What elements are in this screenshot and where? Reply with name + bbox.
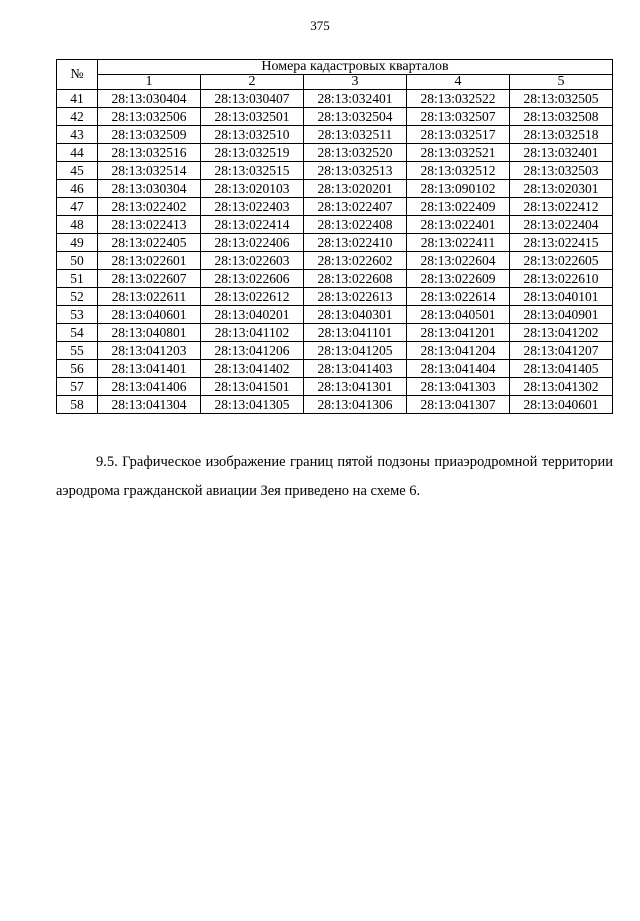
cadastral-number-cell: 28:13:041307 xyxy=(407,396,510,414)
row-number-cell: 48 xyxy=(57,216,98,234)
cadastral-number-cell: 28:13:022610 xyxy=(510,270,613,288)
cadastral-number-cell: 28:13:032506 xyxy=(98,108,201,126)
cadastral-number-cell: 28:13:022609 xyxy=(407,270,510,288)
cadastral-number-cell: 28:13:032517 xyxy=(407,126,510,144)
cadastral-number-cell: 28:13:022614 xyxy=(407,288,510,306)
cadastral-number-cell: 28:13:032513 xyxy=(304,162,407,180)
table-row xyxy=(57,126,613,144)
row-number-cell: 52 xyxy=(57,288,98,306)
table-subheader-row xyxy=(57,75,613,90)
cadastral-number-cell: 28:13:041204 xyxy=(407,342,510,360)
cadastral-number-cell: 28:13:030407 xyxy=(201,90,304,108)
cadastral-number-cell: 28:13:032509 xyxy=(98,126,201,144)
cadastral-number-cell: 28:13:020301 xyxy=(510,180,613,198)
cadastral-number-cell: 28:13:041301 xyxy=(304,378,407,396)
cadastral-number-cell: 28:13:030304 xyxy=(98,180,201,198)
cadastral-number-cell: 28:13:041306 xyxy=(304,396,407,414)
row-number-cell: 53 xyxy=(57,306,98,324)
cadastral-number-cell: 28:13:022413 xyxy=(98,216,201,234)
cadastral-number-cell: 28:13:041101 xyxy=(304,324,407,342)
cadastral-number-cell: 28:13:022405 xyxy=(98,234,201,252)
cadastral-number-cell: 28:13:022412 xyxy=(510,198,613,216)
cadastral-number-cell: 28:13:032514 xyxy=(98,162,201,180)
table-row xyxy=(57,342,613,360)
cadastral-number-cell: 28:13:041201 xyxy=(407,324,510,342)
row-number-cell: 58 xyxy=(57,396,98,414)
cadastral-number-cell: 28:13:090102 xyxy=(407,180,510,198)
table-row xyxy=(57,234,613,252)
cadastral-number-cell: 28:13:041303 xyxy=(407,378,510,396)
cadastral-number-cell: 28:13:041207 xyxy=(510,342,613,360)
cadastral-number-cell: 28:13:032401 xyxy=(510,144,613,162)
table-body xyxy=(57,90,613,414)
cadastral-number-cell: 28:13:041202 xyxy=(510,324,613,342)
cadastral-number-cell: 28:13:022602 xyxy=(304,252,407,270)
cadastral-number-cell: 28:13:022611 xyxy=(98,288,201,306)
table-row xyxy=(57,396,613,414)
page-number: 375 xyxy=(310,18,330,33)
cadastral-number-cell: 28:13:032511 xyxy=(304,126,407,144)
cadastral-number-cell: 28:13:040601 xyxy=(98,306,201,324)
column-header: 5 xyxy=(510,75,613,90)
cadastral-number-cell: 28:13:032516 xyxy=(98,144,201,162)
cadastral-number-cell: 28:13:022410 xyxy=(304,234,407,252)
row-number-cell: 51 xyxy=(57,270,98,288)
cadastral-number-cell: 28:13:032518 xyxy=(510,126,613,144)
cadastral-number-cell: 28:13:022403 xyxy=(201,198,304,216)
cadastral-number-cell: 28:13:041206 xyxy=(201,342,304,360)
row-number-cell: 44 xyxy=(57,144,98,162)
cadastral-number-cell: 28:13:030404 xyxy=(98,90,201,108)
table-row xyxy=(57,306,613,324)
cadastral-number-cell: 28:13:032512 xyxy=(407,162,510,180)
cadastral-number-cell: 28:13:032515 xyxy=(201,162,304,180)
cadastral-number-cell: 28:13:022607 xyxy=(98,270,201,288)
cadastral-number-cell: 28:13:041302 xyxy=(510,378,613,396)
cadastral-number-cell: 28:13:022604 xyxy=(407,252,510,270)
cadastral-number-cell: 28:13:032519 xyxy=(201,144,304,162)
cadastral-number-cell: 28:13:041404 xyxy=(407,360,510,378)
cadastral-number-cell: 28:13:022408 xyxy=(304,216,407,234)
table-row xyxy=(57,90,613,108)
table-row xyxy=(57,270,613,288)
cadastral-number-cell: 28:13:022401 xyxy=(407,216,510,234)
cadastral-number-cell: 28:13:022404 xyxy=(510,216,613,234)
row-number-cell: 41 xyxy=(57,90,98,108)
cadastral-number-cell: 28:13:032504 xyxy=(304,108,407,126)
row-number-cell: 45 xyxy=(57,162,98,180)
cadastral-number-cell: 28:13:032505 xyxy=(510,90,613,108)
cadastral-number-cell: 28:13:041501 xyxy=(201,378,304,396)
cadastral-number-cell: 28:13:041304 xyxy=(98,396,201,414)
cadastral-number-cell: 28:13:041205 xyxy=(304,342,407,360)
cadastral-number-cell: 28:13:032520 xyxy=(304,144,407,162)
table-header-row xyxy=(57,60,613,75)
cadastral-number-cell: 28:13:022612 xyxy=(201,288,304,306)
cadastral-number-cell: 28:13:022613 xyxy=(304,288,407,306)
table-row xyxy=(57,216,613,234)
row-number-cell: 46 xyxy=(57,180,98,198)
cadastral-number-cell: 28:13:032401 xyxy=(304,90,407,108)
column-header: 4 xyxy=(407,75,510,90)
table-row xyxy=(57,108,613,126)
cadastral-number-cell: 28:13:040801 xyxy=(98,324,201,342)
cadastral-number-cell: 28:13:032508 xyxy=(510,108,613,126)
column-header: 1 xyxy=(98,75,201,90)
cadastral-number-cell: 28:13:022603 xyxy=(201,252,304,270)
paragraph-text: 9.5. Графическое изображение границ пятой подзоны приаэродромной территории аэродрома гражданской авиации Зея приведено на схеме 6. xyxy=(56,454,613,499)
cadastral-number-cell: 28:13:022414 xyxy=(201,216,304,234)
cadastral-number-cell: 28:13:022411 xyxy=(407,234,510,252)
section-paragraph xyxy=(56,448,613,506)
cadastral-number-cell: 28:13:032521 xyxy=(407,144,510,162)
cadastral-number-cell: 28:13:041405 xyxy=(510,360,613,378)
cadastral-quarters-table xyxy=(56,59,613,414)
cadastral-number-cell: 28:13:022402 xyxy=(98,198,201,216)
cadastral-number-cell: 28:13:020103 xyxy=(201,180,304,198)
cadastral-number-cell: 28:13:022608 xyxy=(304,270,407,288)
cadastral-number-cell: 28:13:022606 xyxy=(201,270,304,288)
row-number-cell: 50 xyxy=(57,252,98,270)
cadastral-number-cell: 28:13:040901 xyxy=(510,306,613,324)
row-number-cell: 56 xyxy=(57,360,98,378)
cadastral-number-cell: 28:13:041102 xyxy=(201,324,304,342)
cadastral-number-cell: 28:13:022601 xyxy=(98,252,201,270)
cadastral-number-cell: 28:13:040501 xyxy=(407,306,510,324)
cadastral-number-cell: 28:13:040101 xyxy=(510,288,613,306)
row-number-cell: 57 xyxy=(57,378,98,396)
cadastral-number-cell: 28:13:022415 xyxy=(510,234,613,252)
cadastral-number-cell: 28:13:020201 xyxy=(304,180,407,198)
cadastral-number-cell: 28:13:040601 xyxy=(510,396,613,414)
table-row xyxy=(57,324,613,342)
cadastral-number-cell: 28:13:022409 xyxy=(407,198,510,216)
table-row xyxy=(57,252,613,270)
group-header: Номера кадастровых кварталов xyxy=(98,60,613,75)
cadastral-number-cell: 28:13:032522 xyxy=(407,90,510,108)
cadastral-number-cell: 28:13:041406 xyxy=(98,378,201,396)
table-row xyxy=(57,288,613,306)
row-number-cell: 54 xyxy=(57,324,98,342)
column-header: 3 xyxy=(304,75,407,90)
row-number-cell: 47 xyxy=(57,198,98,216)
row-number-cell: 42 xyxy=(57,108,98,126)
cadastral-number-cell: 28:13:022407 xyxy=(304,198,407,216)
cadastral-number-cell: 28:13:040301 xyxy=(304,306,407,324)
row-number-cell: 55 xyxy=(57,342,98,360)
cadastral-number-cell: 28:13:022406 xyxy=(201,234,304,252)
cadastral-number-cell: 28:13:022605 xyxy=(510,252,613,270)
row-number-cell: 43 xyxy=(57,126,98,144)
table-row xyxy=(57,360,613,378)
cadastral-number-cell: 28:13:041401 xyxy=(98,360,201,378)
table-row xyxy=(57,162,613,180)
table-row xyxy=(57,198,613,216)
cadastral-number-cell: 28:13:041403 xyxy=(304,360,407,378)
cadastral-number-cell: 28:13:032501 xyxy=(201,108,304,126)
cadastral-number-cell: 28:13:032510 xyxy=(201,126,304,144)
cadastral-number-cell: 28:13:032503 xyxy=(510,162,613,180)
cadastral-number-cell: 28:13:032507 xyxy=(407,108,510,126)
row-number-cell: 49 xyxy=(57,234,98,252)
column-header: 2 xyxy=(201,75,304,90)
table-row xyxy=(57,180,613,198)
row-number-header: № xyxy=(57,60,98,90)
cadastral-number-cell: 28:13:040201 xyxy=(201,306,304,324)
table-row xyxy=(57,378,613,396)
cadastral-number-cell: 28:13:041402 xyxy=(201,360,304,378)
cadastral-number-cell: 28:13:041305 xyxy=(201,396,304,414)
cadastral-number-cell: 28:13:041203 xyxy=(98,342,201,360)
table-row xyxy=(57,144,613,162)
